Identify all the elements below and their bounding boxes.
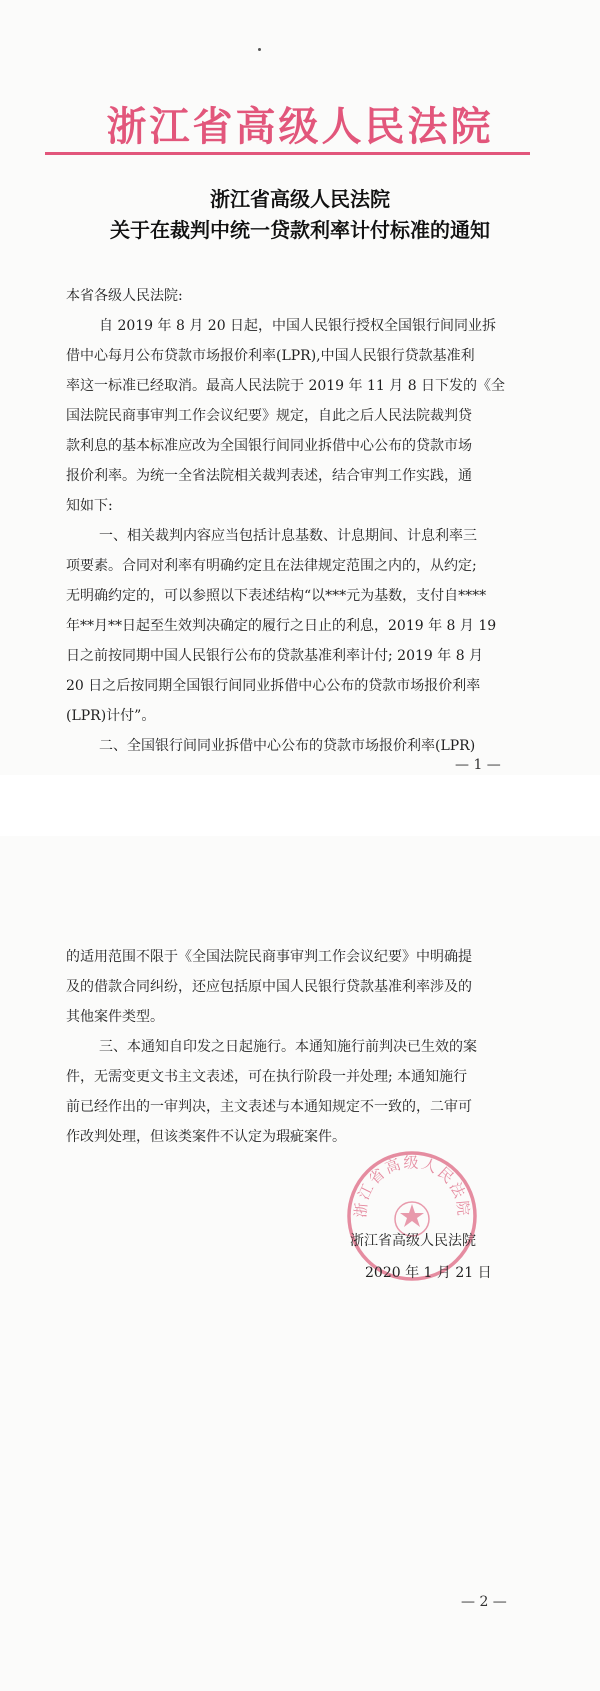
signature-date: 2020 年 1 月 21 日 xyxy=(365,1265,492,1281)
salutation: 本省各级人民法院: xyxy=(66,288,183,304)
seal-text: 浙江省高级人民法院 xyxy=(351,1153,473,1219)
body-line: 无明确约定的，可以参照以下表述结构“以***元为基数，支付自**** xyxy=(66,588,487,604)
body-line: (LPR)计付”。 xyxy=(66,708,156,724)
body-line: 借中心每月公布贷款市场报价利率(LPR),中国人民银行贷款基准利 xyxy=(66,348,475,364)
signature-org: 浙江省高级人民法院 xyxy=(350,1233,476,1249)
red-header-rule xyxy=(45,152,530,155)
body-line: 其他案件类型。 xyxy=(66,1009,164,1025)
body-line: 年**月**日起至生效判决确定的履行之日止的利息，2019 年 8 月 19 xyxy=(66,618,497,634)
red-header-court-name: 浙江省高级人民法院 xyxy=(106,104,494,150)
body-line: 一、相关裁判内容应当包括计息基数、计息期间、计息利率三 xyxy=(99,528,477,544)
body-line: 前已经作出的一审判决，主文表述与本通知规定不一致的，二审可 xyxy=(66,1099,472,1115)
body-line: 20 日之后按同期全国银行间同业拆借中心公布的贷款市场报价利率 xyxy=(66,678,481,694)
body-line: 项要素。合同对利率有明确约定且在法律规定范围之内的，从约定; xyxy=(66,558,477,574)
page-gap xyxy=(0,775,600,836)
body-line: 款利息的基本标准应改为全国银行间同业拆借中心公布的贷款市场 xyxy=(66,438,472,454)
body-line: 三、本通知自印发之日起施行。本通知施行前判决已生效的案 xyxy=(99,1039,477,1055)
body-line: 的适用范围不限于《全国法院民商事审判工作会议纪要》中明确提 xyxy=(66,949,472,965)
scan-speck xyxy=(258,48,261,51)
document-title-line-1: 浙江省高级人民法院 xyxy=(210,187,390,211)
body-line: 报价利率。为统一全省法院相关裁判表述，结合审判工作实践，通 xyxy=(66,468,472,484)
body-line: 及的借款合同纠纷，还应包括原中国人民银行贷款基准利率涉及的 xyxy=(66,979,472,995)
document-page-1 xyxy=(0,0,600,775)
body-line: 二、全国银行间同业拆借中心公布的贷款市场报价利率(LPR) xyxy=(99,738,476,754)
document-title-line-2: 关于在裁判中统一贷款利率计付标准的通知 xyxy=(110,218,490,242)
body-line: 件，无需变更文书主文表述，可在执行阶段一并处理; 本通知施行 xyxy=(66,1069,468,1085)
body-line: 自 2019 年 8 月 20 日起，中国人民银行授权全国银行间同业拆 xyxy=(99,318,497,334)
page-number-1: — 1 — xyxy=(455,757,501,773)
body-line: 率这一标准已经取消。最高人民法院于 2019 年 11 月 8 日下发的《全 xyxy=(66,378,506,394)
page-number-2: — 2 — xyxy=(461,1594,507,1610)
body-line: 作改判处理，但该类案件不认定为瑕疵案件。 xyxy=(66,1129,346,1145)
body-line: 知如下: xyxy=(66,498,113,514)
body-line: 国法院民商事审判工作会议纪要》规定，自此之后人民法院裁判贷 xyxy=(66,408,472,424)
body-line: 日之前按同期中国人民银行公布的贷款基准利率计付; 2019 年 8 月 xyxy=(66,648,484,664)
